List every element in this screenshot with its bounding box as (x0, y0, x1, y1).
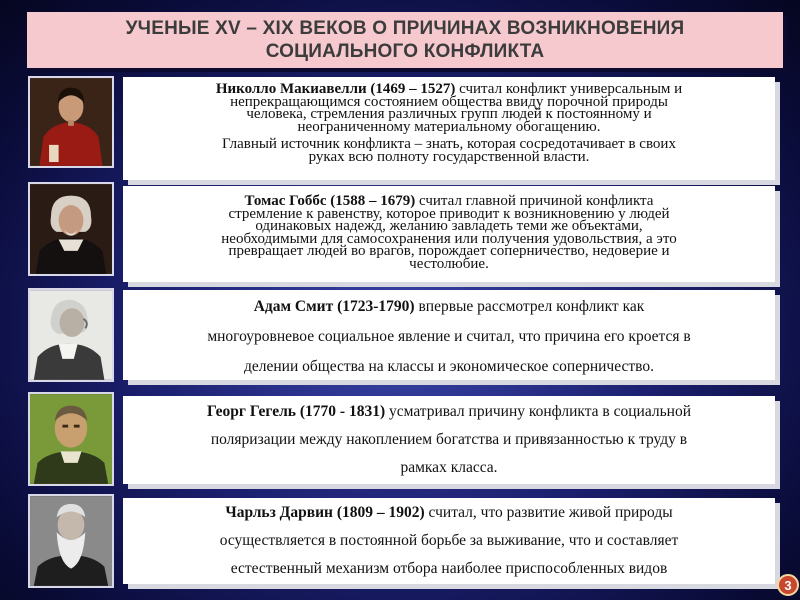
darwin-name: Чарльз Дарвин (1809 – 1902) (225, 504, 425, 521)
hobbes-text-line-6: честолюбие. (409, 255, 489, 272)
hobbes-name: Томас Гоббс (1588 – 1679) (244, 193, 416, 209)
darwin-portrait (28, 494, 114, 588)
darwin-text-line-3: естественный механизм отбора наиболее приспособленных видов (230, 560, 668, 577)
hegel-text-line-2: поляризации между накоплением богатства и привязанностью к труду в (210, 431, 688, 448)
hobbes-portrait (28, 182, 114, 276)
hobbes-text-line-3: одинаковых надежд, желанию завладеть теми же объектами, (255, 218, 643, 234)
machiavelli-text-line-1: считал конфликт универсальным и (459, 81, 683, 97)
title-box (27, 12, 783, 68)
smith-text-line-2: многоуровневое социальное явление и считал, что причина его кроется в (207, 328, 691, 345)
machiavelli-text-line-3: человека, стремления различных групп людей к постоянному и (246, 106, 652, 122)
machiavelli-text-line-6: руках всю полноту государственной власти. (308, 148, 590, 165)
hobbes-text-line-4: необходимыми для самосохранения или получения удовольствия, а это (221, 230, 677, 247)
smith-text-line-3: делении общества на классы и экономическое соперничество. (244, 358, 654, 375)
darwin-text-line-2: осуществляется в постоянной борьбе за выживание, что и составляет (219, 532, 679, 549)
darwin-text-line-1: считал, что развитие живой природы (428, 504, 673, 521)
hegel-card (123, 396, 775, 484)
machiavelli-card (123, 77, 775, 180)
darwin-portrait-image (30, 496, 112, 586)
page-number-badge[interactable]: 3 (777, 574, 799, 596)
hobbes-portrait-image (30, 184, 112, 274)
hegel-text-line-3: рамках класса. (400, 459, 498, 476)
smith-card (123, 290, 775, 380)
machiavelli-text-line-4: неограниченному материальному обогащению. (297, 118, 601, 135)
machiavelli-text-line-5: Главный источник конфликта – знать, которая сосредотачивает в своих (222, 136, 676, 152)
title-line-1: УЧЕНЫЕ XV – XIX ВЕКОВ О ПРИЧИНАХ ВОЗНИКНОВЕНИЯ (125, 18, 685, 39)
hobbes-text-line-1: считал главной причиной конфликта (419, 193, 654, 209)
title-line-2: СОЦИАЛЬНОГО КОНФЛИКТА (265, 41, 545, 62)
machiavelli-name: Николло Макиавелли (1469 – 1527) (215, 81, 456, 97)
machiavelli-text-line-2: непрекращающимся состоянием общества ввиду порочной природы (230, 93, 668, 110)
darwin-card (123, 498, 775, 584)
smith-name: Адам Смит (1723-1790) (253, 298, 415, 315)
smith-portrait-image (30, 290, 112, 380)
hobbes-card (123, 186, 775, 282)
smith-text-line-1: впервые рассмотрел конфликт как (418, 298, 645, 315)
hegel-text-line-1: усматривал причину конфликта в социальной (388, 403, 691, 420)
hobbes-text-line-5: превращает людей во врагов, порождает соперничество, недоверие и (228, 243, 670, 259)
hobbes-text-line-2: стремление к равенству, которое приводит к возникновению у людей (228, 205, 670, 222)
machiavelli-portrait-image (30, 78, 112, 166)
hegel-portrait (28, 392, 114, 486)
hegel-name: Георг Гегель (1770 - 1831) (206, 403, 386, 420)
machiavelli-portrait (28, 76, 114, 168)
hegel-portrait-image (30, 394, 112, 484)
smith-portrait (28, 288, 114, 382)
